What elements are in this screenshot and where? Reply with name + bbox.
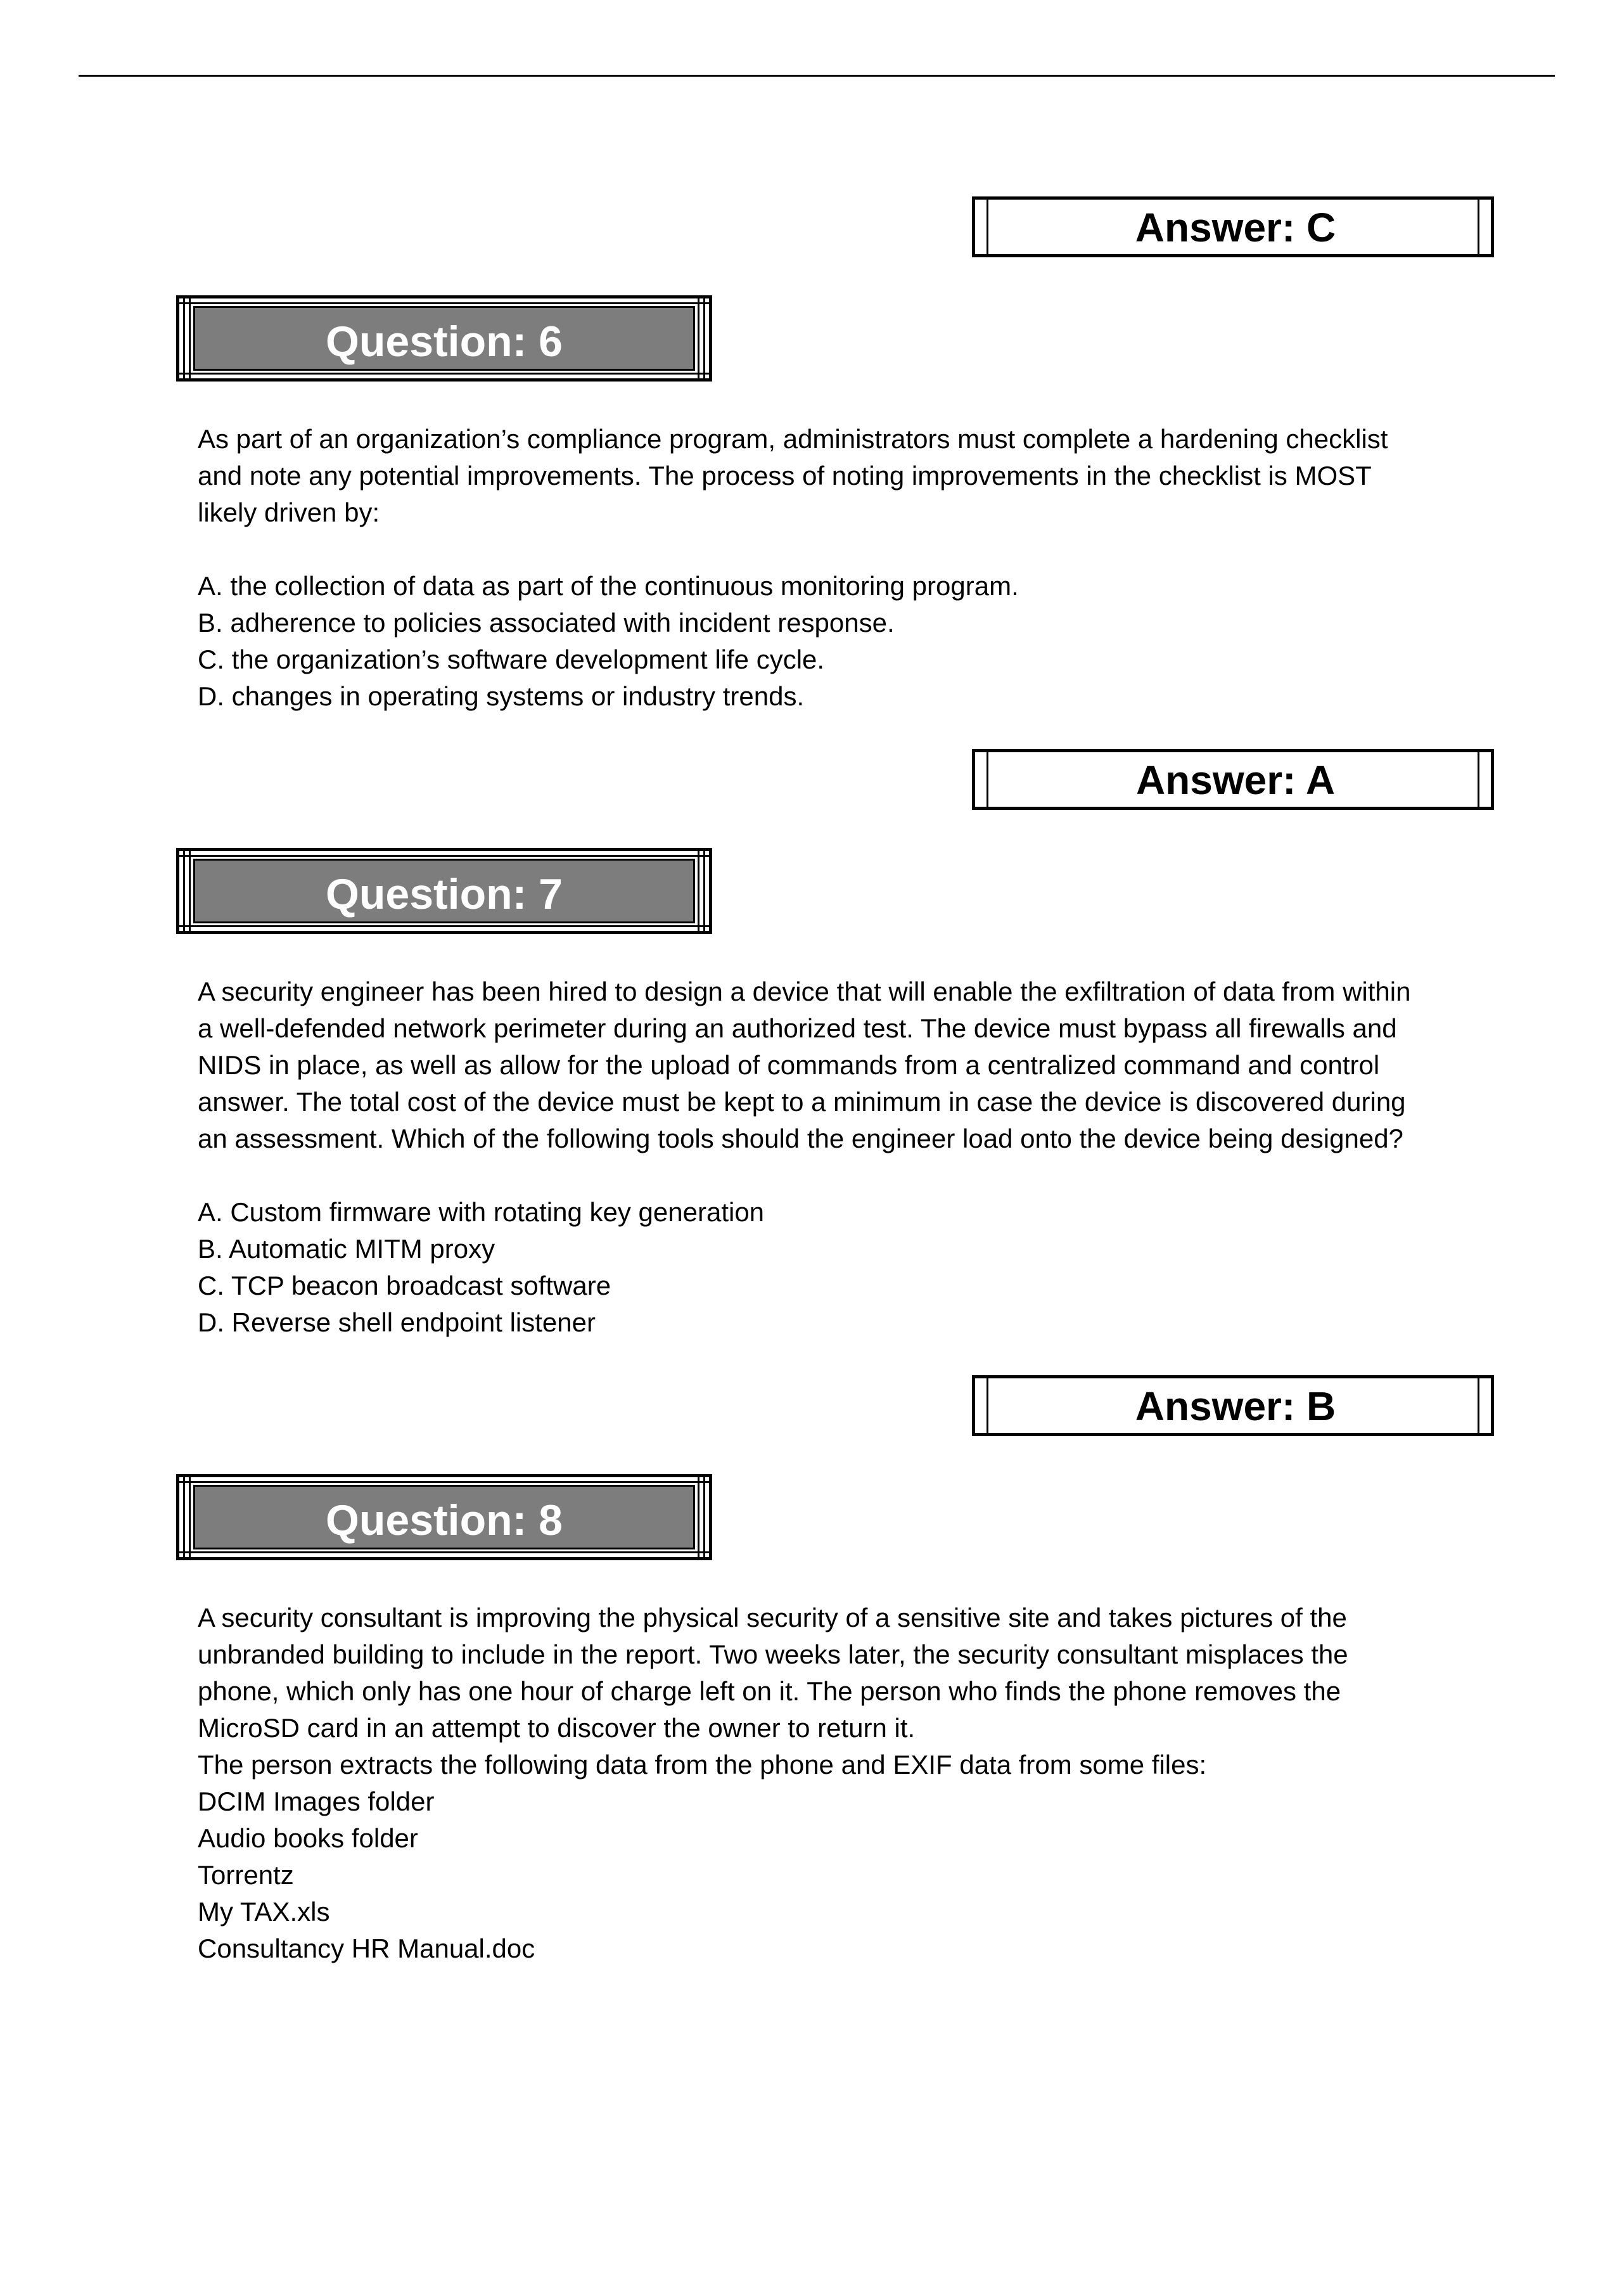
answer-option: D. Reverse shell endpoint listener [198,1307,596,1337]
question-banner [176,848,712,934]
question-stem-line: phone, which only has one hour of charge left on it. The person who finds the phone removes the [198,1676,1341,1706]
answer-option: B. Automatic MITM proxy [198,1234,495,1264]
question-stem-line: Audio books folder [198,1823,418,1853]
answer-option: A. Custom firmware with rotating key generation [198,1197,765,1227]
answer-box [972,1375,1494,1436]
answer-box [972,749,1494,810]
question-stem-line: NIDS in place, as well as allow for the upload of commands from a centralized command and control [198,1050,1380,1080]
question-title: Question: 6 [325,317,563,366]
question-stem-line: answer. The total cost of the device must be kept to a minimum in case the device is discovered during [198,1087,1406,1117]
question-stem-line: an assessment. Which of the following tools should the engineer load onto the device being designed? [198,1124,1403,1153]
question-stem-line: The person extracts the following data from the phone and EXIF data from some files: [198,1750,1207,1780]
question-stem-line: a well-defended network perimeter during an authorized test. The device must bypass all firewalls and [198,1013,1397,1043]
question-banner [176,1474,712,1560]
answer-option: A. the collection of data as part of the continuous monitoring program. [198,571,1019,601]
question-title: Question: 7 [325,870,563,918]
question-stem-line: and note any potential improvements. The process of noting improvements in the checklist is MOST [198,461,1372,491]
answer-label: Answer: A [1135,757,1336,803]
top-rule [79,75,1555,77]
answer-option: C. the organization’s software development life cycle. [198,645,825,674]
question-stem-line: DCIM Images folder [198,1786,435,1816]
question-stem-line: MicroSD card in an attempt to discover the owner to return it. [198,1713,916,1743]
question-stem-line: likely driven by: [198,497,380,527]
answer-label: Answer: B [1135,1383,1336,1429]
question-banner [176,295,712,382]
answer-option: C. TCP beacon broadcast software [198,1271,611,1300]
question-body [198,1600,1516,1967]
answer-box [972,196,1494,257]
answer-label: Answer: C [1135,205,1336,250]
question-stem-line: A security engineer has been hired to design a device that will enable the exfiltration of data from within [198,977,1411,1006]
answer-option: B. adherence to policies associated with incident response. [198,608,895,638]
question-stem-line: unbranded building to include in the report. Two weeks later, the security consultant misplaces the [198,1639,1348,1669]
question-stem-line: A security consultant is improving the physical security of a sensitive site and takes pictures of the [198,1603,1347,1632]
question-body [198,973,1516,1341]
answer-option: D. changes in operating systems or industry trends. [198,681,805,711]
question-stem-line: Torrentz [198,1860,294,1890]
question-stem-line: Consultancy HR Manual.doc [198,1934,535,1963]
question-stem-line: As part of an organization’s compliance program, administrators must complete a hardening checklist [198,424,1388,454]
question-title: Question: 8 [325,1496,563,1544]
question-stem-line: My TAX.xls [198,1897,330,1927]
question-body [198,421,1516,715]
